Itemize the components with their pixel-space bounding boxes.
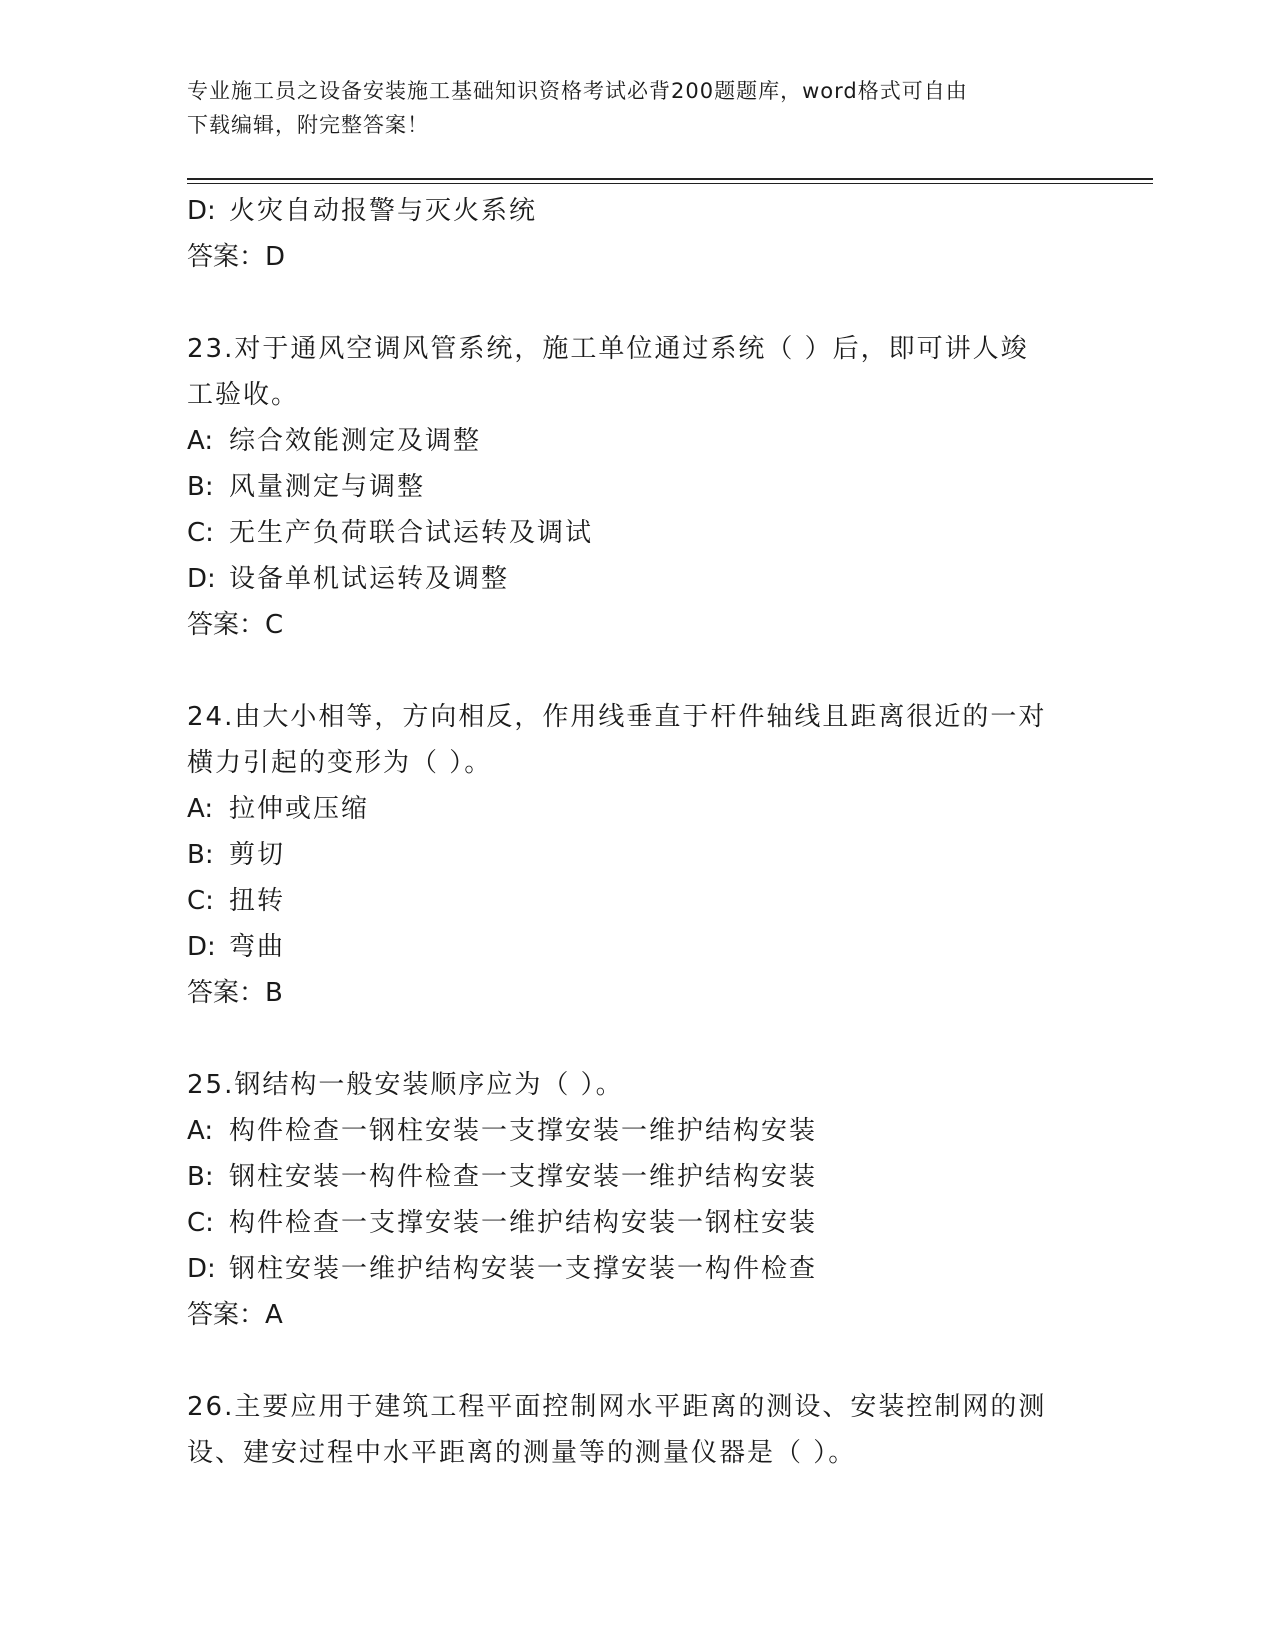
option-text: 剪切 <box>229 840 286 870</box>
option-letter: D: <box>187 196 216 226</box>
question-24 <box>187 694 1087 1016</box>
option-text: 无生产负荷联合试运转及调试 <box>229 518 594 548</box>
option-d <box>187 556 1087 602</box>
option-text: 扭转 <box>229 886 286 916</box>
option-text: 设备单机试运转及调整 <box>229 564 510 594</box>
option-c <box>187 878 1087 924</box>
question-stem: 23.对于通风空调风管系统，施工单位通过系统（ ）后，即可讲人竣 <box>187 334 1029 364</box>
question-26 <box>187 1384 1087 1476</box>
option-c <box>187 1200 1087 1246</box>
question-stem-cont: 工验收。 <box>187 380 300 410</box>
question-23 <box>187 326 1087 648</box>
question-stem-cont: 设、建安过程中水平距离的测量等的测量仪器是（ ）。 <box>187 1438 857 1468</box>
option-letter: C: <box>187 518 214 548</box>
question-stem-cont: 横力引起的变形为（ ）。 <box>187 748 493 778</box>
option-b <box>187 832 1087 878</box>
option-d <box>187 1246 1087 1292</box>
option-a <box>187 786 1087 832</box>
answer: 答案：C <box>187 610 284 640</box>
option-letter: A: <box>187 794 214 824</box>
option-text: 拉伸或压缩 <box>229 794 370 824</box>
option-text: 风量测定与调整 <box>229 472 426 502</box>
page-header <box>187 74 1067 142</box>
answer: 答案：A <box>187 1300 283 1330</box>
option-c <box>187 510 1087 556</box>
option-letter: D: <box>187 1254 216 1284</box>
option-letter: A: <box>187 1116 214 1146</box>
option-letter: C: <box>187 1208 214 1238</box>
question-stem: 26.主要应用于建筑工程平面控制网水平距离的测设、安装控制网的测 <box>187 1392 1047 1422</box>
question-stem: 25.钢结构一般安装顺序应为（ ）。 <box>187 1070 624 1100</box>
option-text: 火灾自动报警与灭火系统 <box>229 196 538 226</box>
option-letter: B: <box>187 472 214 502</box>
option-text: 综合效能测定及调整 <box>229 426 482 456</box>
option-b <box>187 464 1087 510</box>
header-line-2: 下载编辑，附完整答案！ <box>187 113 429 137</box>
question-stem: 24.由大小相等，方向相反，作用线垂直于杆件轴线且距离很近的一对 <box>187 702 1047 732</box>
option-text: 构件检查一钢柱安装一支撑安装一维护结构安装 <box>229 1116 818 1146</box>
option-letter: A: <box>187 426 214 456</box>
option-letter: B: <box>187 840 214 870</box>
option-text: 钢柱安装一构件检查一支撑安装一维护结构安装 <box>229 1162 818 1192</box>
option-text: 钢柱安装一维护结构安装一支撑安装一构件检查 <box>229 1254 818 1284</box>
option-d <box>187 924 1087 970</box>
option-letter: D: <box>187 564 216 594</box>
option-text: 弯曲 <box>229 932 286 962</box>
option-a <box>187 1108 1087 1154</box>
answer: 答案：B <box>187 978 283 1008</box>
option-b <box>187 1154 1087 1200</box>
header-rule-thick <box>187 178 1153 180</box>
option-a <box>187 418 1087 464</box>
header-line-1: 专业施工员之设备安装施工基础知识资格考试必背200题题库，word格式可自由 <box>187 79 968 103</box>
answer: 答案：D <box>187 242 286 272</box>
option-d <box>187 188 1087 234</box>
option-letter: D: <box>187 932 216 962</box>
question-25 <box>187 1062 1087 1338</box>
option-letter: B: <box>187 1162 214 1192</box>
option-text: 构件检查一支撑安装一维护结构安装一钢柱安装 <box>229 1208 818 1238</box>
option-letter: C: <box>187 886 214 916</box>
header-rule-thin <box>187 183 1153 184</box>
document-body <box>187 188 1087 1476</box>
